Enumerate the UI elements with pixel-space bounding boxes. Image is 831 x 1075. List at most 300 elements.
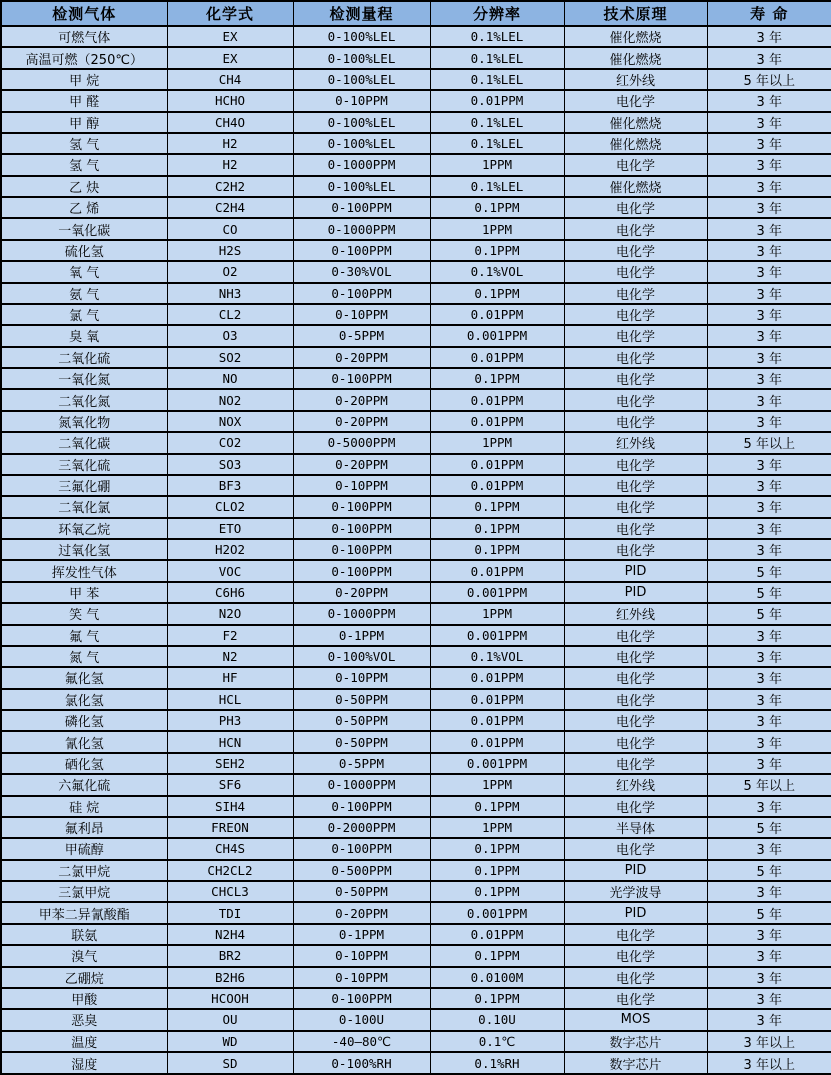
cell-lifespan: 3 年 (707, 731, 831, 752)
table-row (1, 753, 831, 774)
cell-resolution: 0.01PPM (430, 90, 564, 111)
table-row (1, 133, 831, 154)
table-row (1, 689, 831, 710)
cell-chemical-formula: HCHO (167, 90, 293, 111)
cell-lifespan: 3 年 (707, 988, 831, 1009)
cell-technology: 电化学 (564, 625, 707, 646)
cell-gas-name: 一氧化碳 (1, 218, 167, 239)
table-row (1, 411, 831, 432)
cell-detection-range: 0-2000PPM (293, 817, 430, 838)
cell-technology: 电化学 (564, 539, 707, 560)
cell-resolution: 0.10U (430, 1009, 564, 1030)
cell-gas-name: 二氧化氯 (1, 496, 167, 517)
cell-resolution: 1PPM (430, 432, 564, 453)
cell-resolution: 0.01PPM (430, 304, 564, 325)
cell-resolution: 0.01PPM (430, 924, 564, 945)
cell-lifespan: 3 年 (707, 197, 831, 218)
header-row (1, 1, 831, 26)
cell-chemical-formula: CH4S (167, 838, 293, 859)
cell-chemical-formula: EX (167, 47, 293, 68)
cell-gas-name: 三氯甲烷 (1, 881, 167, 902)
cell-chemical-formula: H2 (167, 154, 293, 175)
cell-gas-name: 二氯甲烷 (1, 860, 167, 881)
cell-lifespan: 3 年 (707, 1009, 831, 1030)
table-header (1, 1, 831, 26)
cell-technology: 电化学 (564, 411, 707, 432)
cell-detection-range: 0-100PPM (293, 796, 430, 817)
cell-gas-name: 三氧化硫 (1, 454, 167, 475)
cell-detection-range: 0-100PPM (293, 368, 430, 389)
cell-gas-name: 氨 气 (1, 283, 167, 304)
table-row (1, 945, 831, 966)
cell-gas-name: 氟化氢 (1, 667, 167, 688)
cell-resolution: 0.1PPM (430, 539, 564, 560)
cell-resolution: 0.1%LEL (430, 133, 564, 154)
cell-detection-range: 0-10PPM (293, 475, 430, 496)
cell-technology: 电化学 (564, 454, 707, 475)
cell-technology: 电化学 (564, 689, 707, 710)
cell-detection-range: 0-5PPM (293, 753, 430, 774)
table-row (1, 817, 831, 838)
cell-gas-name: 环氧乙烷 (1, 518, 167, 539)
cell-resolution: 0.1%LEL (430, 47, 564, 68)
cell-chemical-formula: F2 (167, 625, 293, 646)
cell-technology: 电化学 (564, 283, 707, 304)
table-row (1, 582, 831, 603)
cell-lifespan: 3 年 (707, 347, 831, 368)
cell-technology: 红外线 (564, 432, 707, 453)
cell-lifespan: 5 年 (707, 560, 831, 581)
column-header-0: 检测气体 (1, 1, 167, 26)
cell-lifespan: 3 年 (707, 625, 831, 646)
cell-technology: 电化学 (564, 304, 707, 325)
cell-gas-name: 过氧化氢 (1, 539, 167, 560)
cell-chemical-formula: CHCL3 (167, 881, 293, 902)
cell-lifespan: 3 年 (707, 411, 831, 432)
table-row (1, 646, 831, 667)
table-row (1, 283, 831, 304)
cell-resolution: 0.1%RH (430, 1052, 564, 1074)
cell-detection-range: 0-10PPM (293, 304, 430, 325)
cell-resolution: 0.01PPM (430, 389, 564, 410)
cell-technology: 电化学 (564, 945, 707, 966)
cell-chemical-formula: O3 (167, 325, 293, 346)
cell-gas-name: 一氧化氮 (1, 368, 167, 389)
cell-chemical-formula: SIH4 (167, 796, 293, 817)
cell-chemical-formula: BR2 (167, 945, 293, 966)
cell-lifespan: 3 年 (707, 454, 831, 475)
cell-detection-range: 0-100%LEL (293, 26, 430, 47)
cell-detection-range: 0-50PPM (293, 881, 430, 902)
cell-lifespan: 3 年 (707, 753, 831, 774)
cell-chemical-formula: NO2 (167, 389, 293, 410)
cell-detection-range: 0-20PPM (293, 582, 430, 603)
cell-technology: 催化燃烧 (564, 47, 707, 68)
cell-detection-range: 0-20PPM (293, 347, 430, 368)
cell-gas-name: 氟利昂 (1, 817, 167, 838)
cell-chemical-formula: N2H4 (167, 924, 293, 945)
cell-lifespan: 3 年 (707, 518, 831, 539)
cell-resolution: 0.001PPM (430, 625, 564, 646)
cell-gas-name: 氯 气 (1, 304, 167, 325)
cell-resolution: 0.0100M (430, 967, 564, 988)
table-row (1, 625, 831, 646)
table-row (1, 860, 831, 881)
column-header-4: 技术原理 (564, 1, 707, 26)
cell-resolution: 0.1PPM (430, 197, 564, 218)
cell-lifespan: 3 年 (707, 47, 831, 68)
cell-detection-range: 0-100PPM (293, 496, 430, 517)
cell-detection-range: 0-100PPM (293, 518, 430, 539)
cell-chemical-formula: FREON (167, 817, 293, 838)
cell-gas-name: 臭 氧 (1, 325, 167, 346)
table-row (1, 368, 831, 389)
cell-lifespan: 5 年 (707, 603, 831, 624)
cell-resolution: 1PPM (430, 218, 564, 239)
cell-technology: 催化燃烧 (564, 112, 707, 133)
cell-lifespan: 3 年 (707, 389, 831, 410)
cell-chemical-formula: H2 (167, 133, 293, 154)
cell-chemical-formula: OU (167, 1009, 293, 1030)
cell-lifespan: 3 年 (707, 240, 831, 261)
cell-detection-range: 0-50PPM (293, 710, 430, 731)
cell-technology: PID (564, 582, 707, 603)
cell-detection-range: 0-100%LEL (293, 133, 430, 154)
cell-resolution: 0.1%LEL (430, 112, 564, 133)
cell-technology: 电化学 (564, 753, 707, 774)
cell-technology: 电化学 (564, 496, 707, 517)
cell-detection-range: 0-1PPM (293, 625, 430, 646)
cell-lifespan: 3 年 (707, 304, 831, 325)
table-row (1, 197, 831, 218)
cell-gas-name: 笑 气 (1, 603, 167, 624)
cell-resolution: 0.01PPM (430, 411, 564, 432)
cell-lifespan: 3 年 (707, 26, 831, 47)
cell-lifespan: 3 年 (707, 539, 831, 560)
cell-detection-range: 0-500PPM (293, 860, 430, 881)
cell-lifespan: 3 年 (707, 945, 831, 966)
cell-technology: 电化学 (564, 967, 707, 988)
cell-gas-name: 甲 烷 (1, 69, 167, 90)
cell-lifespan: 5 年 (707, 860, 831, 881)
cell-chemical-formula: SO2 (167, 347, 293, 368)
cell-gas-name: 氢 气 (1, 133, 167, 154)
table-row (1, 1009, 831, 1030)
cell-chemical-formula: CH4O (167, 112, 293, 133)
cell-lifespan: 3 年 (707, 646, 831, 667)
cell-technology: 电化学 (564, 218, 707, 239)
cell-lifespan: 3 年 (707, 667, 831, 688)
cell-gas-name: 氰化氢 (1, 731, 167, 752)
table-row (1, 603, 831, 624)
cell-chemical-formula: B2H6 (167, 967, 293, 988)
cell-chemical-formula: HCL (167, 689, 293, 710)
cell-chemical-formula: H2S (167, 240, 293, 261)
cell-detection-range: 0-20PPM (293, 902, 430, 923)
cell-detection-range: 0-1000PPM (293, 154, 430, 175)
cell-detection-range: 0-1000PPM (293, 603, 430, 624)
cell-technology: 电化学 (564, 325, 707, 346)
cell-technology: 红外线 (564, 69, 707, 90)
cell-technology: 电化学 (564, 368, 707, 389)
cell-technology: 电化学 (564, 667, 707, 688)
cell-resolution: 0.001PPM (430, 753, 564, 774)
table-row (1, 389, 831, 410)
cell-detection-range: 0-100%VOL (293, 646, 430, 667)
cell-lifespan: 5 年以上 (707, 774, 831, 795)
cell-detection-range: 0-30%VOL (293, 261, 430, 282)
cell-lifespan: 3 年以上 (707, 1031, 831, 1052)
cell-resolution: 0.001PPM (430, 902, 564, 923)
cell-resolution: 0.01PPM (430, 560, 564, 581)
cell-technology: 催化燃烧 (564, 133, 707, 154)
table-row (1, 774, 831, 795)
cell-technology: 电化学 (564, 475, 707, 496)
cell-chemical-formula: CH4 (167, 69, 293, 90)
cell-technology: 电化学 (564, 838, 707, 859)
table-row (1, 176, 831, 197)
cell-technology: PID (564, 560, 707, 581)
cell-detection-range: 0-20PPM (293, 411, 430, 432)
cell-resolution: 0.01PPM (430, 731, 564, 752)
table-row (1, 218, 831, 239)
table-row (1, 518, 831, 539)
cell-gas-name: 硒化氢 (1, 753, 167, 774)
table-row (1, 988, 831, 1009)
cell-resolution: 1PPM (430, 154, 564, 175)
cell-detection-range: 0-100%LEL (293, 112, 430, 133)
cell-detection-range: 0-100PPM (293, 197, 430, 218)
cell-technology: 电化学 (564, 90, 707, 111)
table-row (1, 496, 831, 517)
cell-gas-name: 氮 气 (1, 646, 167, 667)
table-row (1, 796, 831, 817)
cell-resolution: 0.001PPM (430, 582, 564, 603)
cell-detection-range: 0-5000PPM (293, 432, 430, 453)
cell-detection-range: -40—80℃ (293, 1031, 430, 1052)
cell-detection-range: 0-50PPM (293, 689, 430, 710)
cell-lifespan: 3 年 (707, 261, 831, 282)
cell-gas-name: 乙 烯 (1, 197, 167, 218)
cell-detection-range: 0-100PPM (293, 283, 430, 304)
cell-technology: 电化学 (564, 796, 707, 817)
cell-technology: 电化学 (564, 924, 707, 945)
cell-gas-name: 恶臭 (1, 1009, 167, 1030)
cell-technology: 光学波导 (564, 881, 707, 902)
cell-resolution: 0.001PPM (430, 325, 564, 346)
cell-detection-range: 0-100PPM (293, 838, 430, 859)
cell-technology: 数字芯片 (564, 1052, 707, 1074)
cell-gas-name: 氧 气 (1, 261, 167, 282)
cell-technology: 电化学 (564, 518, 707, 539)
table-row (1, 710, 831, 731)
cell-chemical-formula: PH3 (167, 710, 293, 731)
table-row (1, 838, 831, 859)
cell-detection-range: 0-20PPM (293, 389, 430, 410)
cell-resolution: 0.1PPM (430, 988, 564, 1009)
cell-lifespan: 3 年 (707, 133, 831, 154)
cell-technology: 催化燃烧 (564, 176, 707, 197)
cell-detection-range: 0-100%RH (293, 1052, 430, 1074)
cell-gas-name: 磷化氢 (1, 710, 167, 731)
cell-gas-name: 硫化氢 (1, 240, 167, 261)
cell-chemical-formula: HCN (167, 731, 293, 752)
column-header-3: 分辨率 (430, 1, 564, 26)
cell-technology: MOS (564, 1009, 707, 1030)
cell-lifespan: 3 年 (707, 881, 831, 902)
column-header-1: 化学式 (167, 1, 293, 26)
cell-technology: PID (564, 860, 707, 881)
cell-technology: 数字芯片 (564, 1031, 707, 1052)
cell-detection-range: 0-1000PPM (293, 774, 430, 795)
table-row (1, 325, 831, 346)
cell-lifespan: 3 年 (707, 368, 831, 389)
cell-chemical-formula: TDI (167, 902, 293, 923)
cell-lifespan: 3 年 (707, 154, 831, 175)
cell-resolution: 1PPM (430, 603, 564, 624)
cell-chemical-formula: CL2 (167, 304, 293, 325)
table-row (1, 967, 831, 988)
cell-chemical-formula: NO (167, 368, 293, 389)
table-row (1, 240, 831, 261)
cell-chemical-formula: NOX (167, 411, 293, 432)
cell-lifespan: 3 年 (707, 112, 831, 133)
cell-gas-name: 二氧化氮 (1, 389, 167, 410)
cell-technology: 电化学 (564, 197, 707, 218)
cell-chemical-formula: ETO (167, 518, 293, 539)
cell-lifespan: 3 年 (707, 475, 831, 496)
cell-detection-range: 0-100PPM (293, 539, 430, 560)
cell-lifespan: 3 年以上 (707, 1052, 831, 1074)
column-header-5: 寿 命 (707, 1, 831, 26)
cell-chemical-formula: O2 (167, 261, 293, 282)
cell-lifespan: 5 年以上 (707, 432, 831, 453)
cell-detection-range: 0-100U (293, 1009, 430, 1030)
cell-chemical-formula: SD (167, 1052, 293, 1074)
cell-lifespan: 3 年 (707, 325, 831, 346)
cell-chemical-formula: C6H6 (167, 582, 293, 603)
cell-chemical-formula: EX (167, 26, 293, 47)
cell-resolution: 0.01PPM (430, 475, 564, 496)
cell-chemical-formula: H2O2 (167, 539, 293, 560)
cell-gas-name: 二氧化碳 (1, 432, 167, 453)
cell-lifespan: 3 年 (707, 796, 831, 817)
cell-gas-name: 氟 气 (1, 625, 167, 646)
cell-detection-range: 0-100PPM (293, 240, 430, 261)
cell-detection-range: 0-10PPM (293, 945, 430, 966)
table-row (1, 154, 831, 175)
cell-detection-range: 0-10PPM (293, 667, 430, 688)
cell-gas-name: 挥发性气体 (1, 560, 167, 581)
cell-lifespan: 3 年 (707, 283, 831, 304)
cell-chemical-formula: CO2 (167, 432, 293, 453)
table-row (1, 112, 831, 133)
cell-gas-name: 湿度 (1, 1052, 167, 1074)
cell-technology: 红外线 (564, 774, 707, 795)
cell-chemical-formula: N2O (167, 603, 293, 624)
cell-resolution: 0.1%VOL (430, 646, 564, 667)
table-row (1, 1052, 831, 1074)
cell-resolution: 0.01PPM (430, 710, 564, 731)
cell-detection-range: 0-10PPM (293, 967, 430, 988)
cell-gas-name: 甲酸 (1, 988, 167, 1009)
cell-resolution: 0.01PPM (430, 454, 564, 475)
cell-chemical-formula: NH3 (167, 283, 293, 304)
cell-technology: 电化学 (564, 710, 707, 731)
cell-gas-name: 联氨 (1, 924, 167, 945)
cell-detection-range: 0-100PPM (293, 560, 430, 581)
cell-technology: 电化学 (564, 731, 707, 752)
cell-chemical-formula: CO (167, 218, 293, 239)
cell-resolution: 0.01PPM (430, 347, 564, 368)
cell-gas-name: 甲苯二异氰酸酯 (1, 902, 167, 923)
cell-resolution: 1PPM (430, 817, 564, 838)
table-row (1, 1031, 831, 1052)
cell-lifespan: 3 年 (707, 689, 831, 710)
cell-resolution: 0.1%VOL (430, 261, 564, 282)
cell-detection-range: 0-100%LEL (293, 69, 430, 90)
cell-detection-range: 0-5PPM (293, 325, 430, 346)
cell-resolution: 0.1PPM (430, 496, 564, 517)
table-row (1, 26, 831, 47)
cell-chemical-formula: WD (167, 1031, 293, 1052)
cell-gas-name: 二氧化硫 (1, 347, 167, 368)
cell-chemical-formula: SEH2 (167, 753, 293, 774)
cell-gas-name: 六氟化硫 (1, 774, 167, 795)
table-row (1, 432, 831, 453)
cell-gas-name: 可燃气体 (1, 26, 167, 47)
cell-detection-range: 0-100%LEL (293, 47, 430, 68)
cell-gas-name: 乙硼烷 (1, 967, 167, 988)
cell-lifespan: 5 年以上 (707, 69, 831, 90)
cell-gas-name: 硅 烷 (1, 796, 167, 817)
table-row (1, 261, 831, 282)
table-row (1, 454, 831, 475)
cell-resolution: 0.1℃ (430, 1031, 564, 1052)
cell-gas-name: 甲 醛 (1, 90, 167, 111)
cell-lifespan: 5 年 (707, 582, 831, 603)
cell-technology: 电化学 (564, 389, 707, 410)
cell-gas-name: 氢 气 (1, 154, 167, 175)
cell-gas-name: 氮氧化物 (1, 411, 167, 432)
cell-gas-name: 三氟化硼 (1, 475, 167, 496)
cell-resolution: 0.1PPM (430, 945, 564, 966)
cell-technology: 电化学 (564, 988, 707, 1009)
cell-lifespan: 3 年 (707, 176, 831, 197)
cell-chemical-formula: CLO2 (167, 496, 293, 517)
cell-detection-range: 0-1000PPM (293, 218, 430, 239)
cell-chemical-formula: SO3 (167, 454, 293, 475)
cell-technology: PID (564, 902, 707, 923)
cell-chemical-formula: BF3 (167, 475, 293, 496)
cell-lifespan: 3 年 (707, 90, 831, 111)
cell-chemical-formula: HCOOH (167, 988, 293, 1009)
cell-resolution: 0.1PPM (430, 860, 564, 881)
cell-technology: 电化学 (564, 347, 707, 368)
cell-technology: 电化学 (564, 646, 707, 667)
table-row (1, 731, 831, 752)
cell-lifespan: 5 年 (707, 817, 831, 838)
cell-detection-range: 0-100PPM (293, 988, 430, 1009)
cell-lifespan: 3 年 (707, 218, 831, 239)
cell-gas-name: 溴气 (1, 945, 167, 966)
table-row (1, 475, 831, 496)
table-row (1, 881, 831, 902)
cell-resolution: 0.01PPM (430, 689, 564, 710)
cell-gas-name: 甲 苯 (1, 582, 167, 603)
table-row (1, 47, 831, 68)
cell-resolution: 0.1PPM (430, 283, 564, 304)
